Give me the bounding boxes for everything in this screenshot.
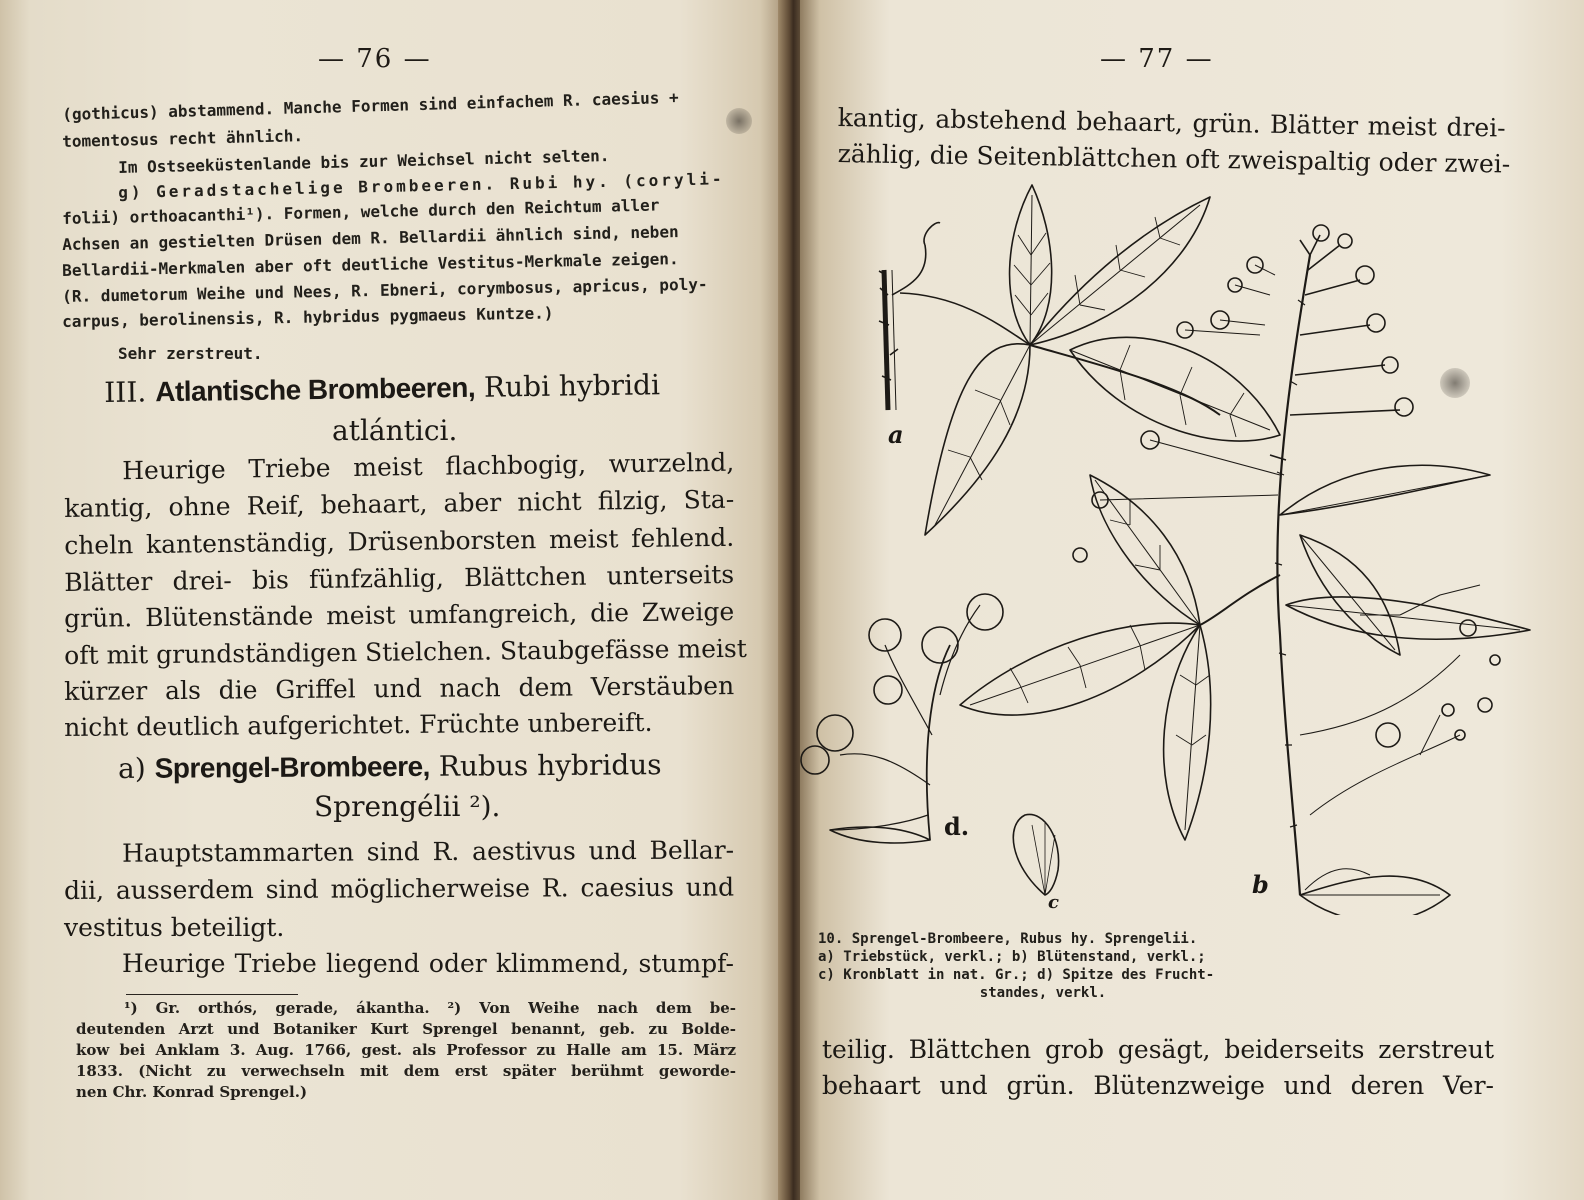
illustration-d-fruits <box>801 594 1003 843</box>
footnote-line: ¹) Gr. orthós, gerade, ákantha. ²) Von Weihe nach dem be- <box>124 999 736 1017</box>
section-heading <box>104 368 660 409</box>
small-text-line: Sehr zerstreut. <box>118 344 263 363</box>
body-line: grün. Blütenstände meist umfangreich, die Zweige <box>64 596 735 633</box>
illustration-leaf-middle <box>960 475 1280 840</box>
caption-line: a) Triebstück, verkl.; b) Blütenstand, verkl.; <box>818 949 1206 965</box>
figure-label-c: c <box>1048 892 1059 913</box>
footnote-line: nen Chr. Konrad Sprengel.) <box>76 1083 308 1101</box>
sub-heading-latin: Rubus hybridus <box>438 748 662 783</box>
footnote-line: deutenden Arzt und Botaniker Kurt Sprengel benannt, geb. zu Bolde- <box>76 1020 736 1038</box>
ink-smudge <box>1440 368 1470 398</box>
illustration-c-petal <box>1013 814 1058 895</box>
page-number-right: — 77 — <box>1100 44 1214 74</box>
body-line: zählig, die Seitenblättchen oft zweispaltig oder zwei- <box>837 138 1511 179</box>
sub-heading-title: Sprengel-Brombeere, <box>154 750 430 784</box>
body-line: oft mit grundständigen Stielchen. Staubgefässe meist <box>64 633 747 670</box>
page-number-left: — 76 — <box>318 44 432 74</box>
small-text-line: carpus, berolinensis, R. hybridus pygmaeus Kuntze.) <box>62 303 554 331</box>
body-line: teilig. Blättchen grob gesägt, beiderseits zerstreut <box>822 1035 1494 1064</box>
footnote-line: kow bei Anklam 3. Aug. 1766, gest. als Professor zu Halle am 15. März <box>76 1041 736 1059</box>
body-line: kantig, ohne Reif, behaart, aber nicht filzig, Sta- <box>64 484 735 523</box>
body-line: kürzer als die Griffel und nach dem Verstäuben <box>64 671 735 706</box>
body-line: Blätter drei- bis fünfzählig, Blättchen unterseits <box>64 559 735 597</box>
small-text-line: (gothicus) abstammend. Manche Formen sind einfachem R. caesius + <box>62 87 679 124</box>
body-line: cheln kantenständig, Drüsenborsten meist fehlend. <box>64 522 735 560</box>
body-line: Heurige Triebe meist flachbogig, wurzelnd, <box>122 447 735 486</box>
botanical-illustration <box>800 175 1584 915</box>
footnote-rule <box>126 994 298 995</box>
section-numeral: III. <box>104 375 147 409</box>
illustration-a-shoot <box>879 223 1030 410</box>
body-line: Hauptstammarten sind R. aestivus und Bellar- <box>122 835 735 868</box>
sub-heading-latin-line2: Sprengélii ²). <box>314 790 501 823</box>
body-line: Heurige Triebe liegend oder klimmend, stumpf- <box>122 949 734 978</box>
body-line: vestitus beteiligt. <box>64 913 285 942</box>
figure-label-a: a <box>888 420 904 449</box>
body-line: kantig, abstehend behaart, grün. Blätter meist drei- <box>837 102 1506 143</box>
footnote-line: 1833. (Nicht zu verwechseln mit dem erst später berühmt geworde- <box>76 1062 736 1080</box>
figure-label-d: d. <box>944 812 970 841</box>
small-text-line: tomentosus recht ähnlich. <box>62 126 304 151</box>
body-line: behaart und grün. Blütenzweige und deren Ver- <box>822 1071 1494 1100</box>
small-text-line: Bellardii-Merkmalen aber oft deutliche Vestitus-Merkmale zeigen. <box>62 249 679 280</box>
body-line: nicht deutlich aufgerichtet. Früchte unbereift. <box>64 707 653 742</box>
sub-heading <box>118 748 662 785</box>
right-page <box>800 0 1584 1200</box>
figure-label-b: b <box>1252 870 1269 899</box>
small-text-line: Achsen an gestielten Drüsen dem R. Bellardii ähnlich sind, neben <box>62 222 679 254</box>
section-latin: Rubi hybridi <box>483 368 661 404</box>
caption-line: 10. Sprengel-Brombeere, Rubus hy. Sprengelii. <box>818 931 1198 947</box>
caption-line: standes, verkl. <box>979 985 1107 1001</box>
illustration-b-stem <box>1073 225 1413 895</box>
section-latin-line2: atlántici. <box>332 414 458 447</box>
illustration-leaf-right <box>1280 465 1530 915</box>
small-text-line: folii) orthoacanthi¹). Formen, welche durch den Reichtum aller <box>62 195 660 228</box>
section-title: Atlantische Brombeeren, <box>155 371 476 408</box>
left-page <box>0 0 785 1200</box>
ink-smudge <box>726 108 752 134</box>
small-text-line: g) Geradstachelige Brombeeren. Rubi hy. (coryli- <box>118 169 725 202</box>
body-line: dii, ausserdem sind möglicherweise R. caesius und <box>64 872 735 905</box>
figure-caption <box>818 930 1268 1002</box>
small-text-line: Im Ostseeküstenlande bis zur Weichsel nicht selten. <box>118 145 610 177</box>
small-text-line: (R. dumetorum Weihe und Nees, R. Ebneri, corymbosus, apricus, poly- <box>62 274 708 306</box>
caption-line: c) Kronblatt in nat. Gr.; d) Spitze des Frucht- <box>818 967 1215 983</box>
sub-heading-label: a) <box>118 751 146 785</box>
